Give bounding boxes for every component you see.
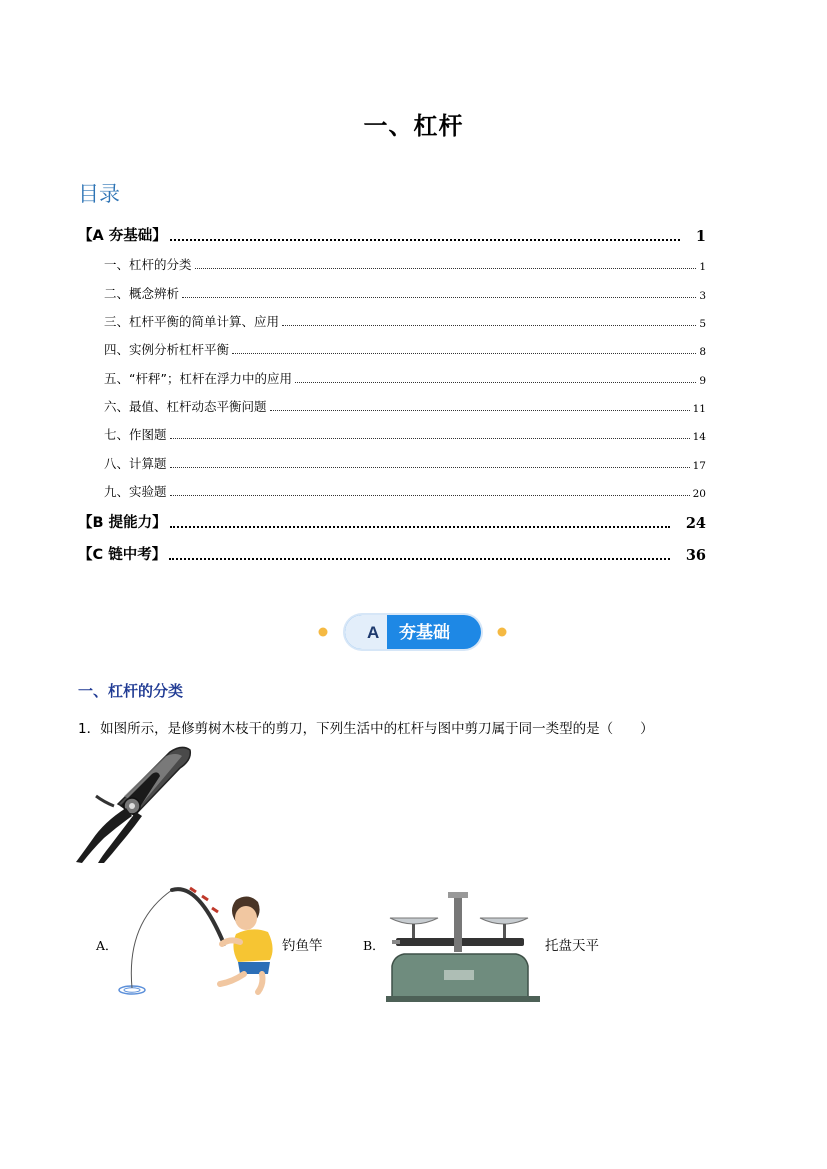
toc-entry-page: 36 — [685, 547, 706, 564]
toc-entry-page: 5 — [699, 318, 706, 330]
section-banner — [255, 611, 575, 653]
pruning-shears-image — [74, 746, 196, 864]
toc-leader — [170, 238, 680, 241]
toc-entry-page: 20 — [692, 488, 706, 500]
toc-entry[interactable] — [104, 340, 706, 358]
toc-entry-page: 17 — [692, 460, 706, 472]
option-b-label: 托盘天平 — [545, 938, 599, 954]
toc-leader — [170, 494, 690, 496]
toc-entry[interactable] — [104, 284, 706, 302]
toc-entry[interactable] — [104, 312, 706, 330]
toc-leader — [232, 352, 696, 354]
toc-entry[interactable] — [104, 454, 706, 472]
toc-entry-label: 【B 提能力】 — [78, 515, 167, 531]
fishing-rod-image[interactable] — [112, 882, 278, 1000]
toc-entry-label: 六、最值、杠杆动态平衡问题 — [104, 399, 267, 414]
toc-entry-page: 3 — [699, 290, 706, 302]
toc-leader — [295, 381, 696, 383]
balance-scale-image[interactable] — [386, 886, 540, 1004]
toc-heading: 目录 — [78, 182, 120, 206]
document-title: 一、杠杆 — [363, 112, 464, 140]
toc-entry[interactable] — [78, 543, 706, 564]
toc-leader — [169, 557, 670, 560]
toc-entry-page: 14 — [692, 431, 706, 443]
toc-entry[interactable] — [104, 369, 706, 387]
toc-entry-label: 九、实验题 — [104, 484, 167, 499]
toc-entry-label: 三、杠杆平衡的简单计算、应用 — [104, 314, 280, 329]
toc-entry-label: 四、实例分析杠杆平衡 — [104, 342, 230, 357]
toc-entry-label: 八、计算题 — [104, 456, 167, 471]
toc-entry-label: 【A 夯基础】 — [78, 228, 167, 244]
toc-leader — [182, 296, 696, 298]
option-a-letter[interactable]: A． — [96, 938, 118, 953]
toc-entry[interactable] — [78, 224, 706, 245]
toc-leader — [170, 466, 690, 468]
toc-leader — [170, 437, 690, 439]
banner-letter-cap — [345, 615, 387, 649]
toc-entry[interactable] — [104, 255, 706, 273]
toc-entry-page: 9 — [699, 375, 706, 387]
toc-entry[interactable] — [78, 511, 706, 532]
banner-text: 夯基础 — [399, 623, 450, 643]
question-text: 1．如图所示，是修剪树木枝干的剪刀，下列生活中的杠杆与图中剪刀属于同一类型的是（ ） — [78, 721, 654, 737]
banner-letter: A — [367, 623, 380, 642]
toc-entry[interactable] — [104, 397, 706, 415]
toc-entry-label: 二、概念辨析 — [104, 286, 180, 301]
banner-dot-left — [319, 628, 328, 637]
toc-entry-page: 1 — [699, 261, 706, 273]
section-heading: 一、杠杆的分类 — [78, 682, 184, 700]
toc-entry-label: 五、“杆秤”；杠杆在浮力中的应用 — [104, 371, 292, 386]
toc-entry-label: 七、作图题 — [104, 427, 167, 442]
toc-entry[interactable] — [104, 425, 706, 443]
toc-entry-page: 24 — [685, 515, 706, 532]
option-b-letter[interactable]: B． — [363, 938, 385, 953]
toc-entry-page: 11 — [692, 403, 706, 415]
toc-entry-page: 8 — [699, 346, 706, 358]
toc-leader — [195, 267, 697, 269]
toc-entry-label: 【C 链中考】 — [78, 547, 167, 563]
toc-entry-label: 一、杠杆的分类 — [104, 257, 192, 272]
banner-dot-right — [498, 628, 507, 637]
toc-leader — [170, 525, 670, 528]
toc-entry-page: 1 — [695, 228, 706, 245]
toc-entry[interactable] — [104, 482, 706, 500]
toc-leader — [270, 409, 690, 411]
toc-leader — [282, 324, 696, 326]
option-a-label: 钓鱼竿 — [282, 938, 323, 954]
